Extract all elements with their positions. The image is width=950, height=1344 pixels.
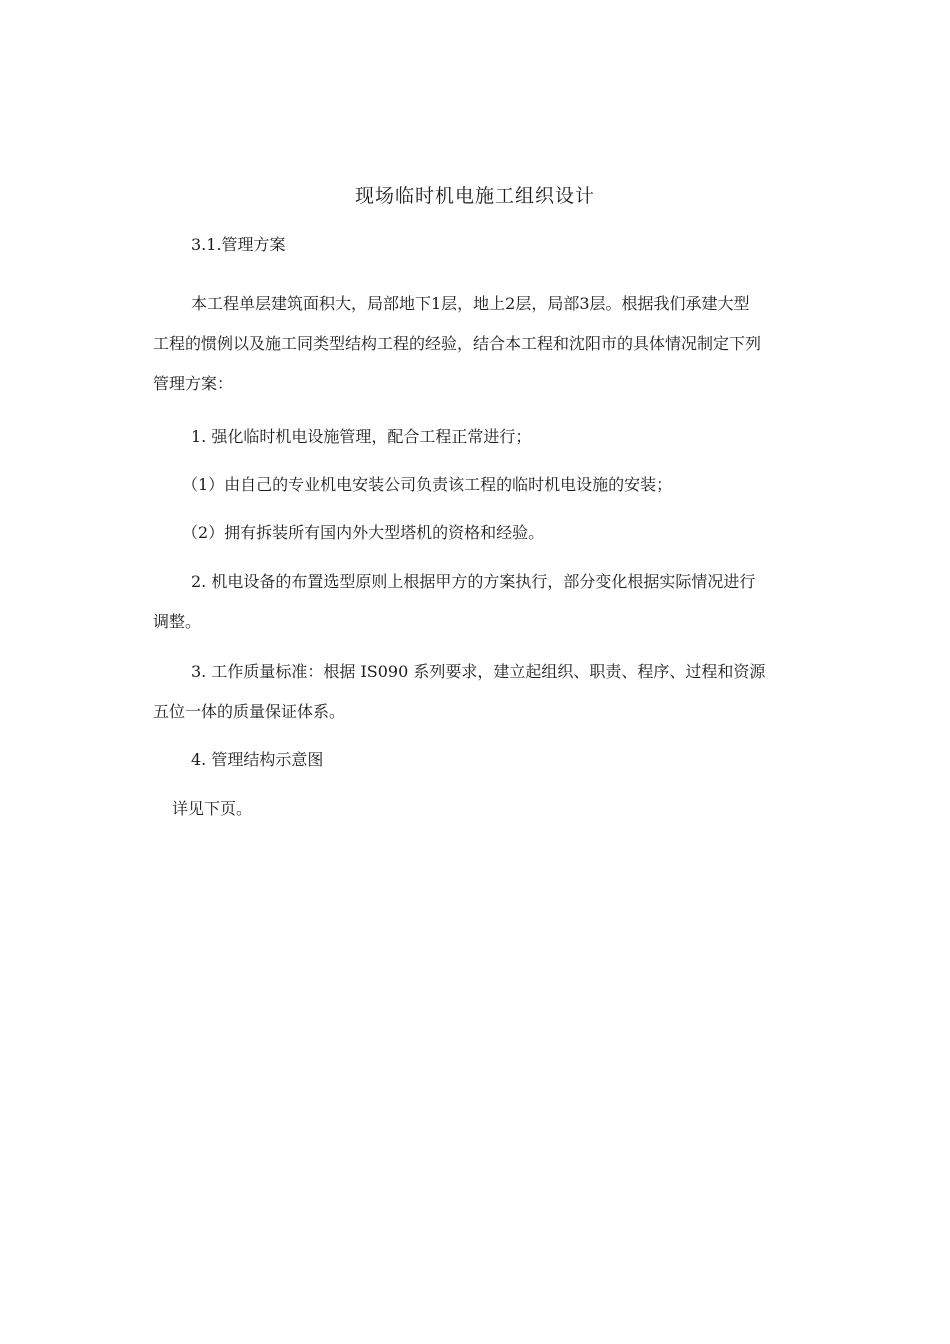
section-heading: 3.1.管理方案 — [191, 235, 286, 254]
list-item-2 — [153, 562, 845, 642]
list-item-1-sub-2: （2）拥有拆装所有国内外大型塔机的资格和经验。 — [182, 523, 545, 542]
intro-line-3: 管理方案： — [153, 374, 234, 393]
page-title: 现场临时机电施工组织设计 — [354, 185, 595, 207]
intro-line-2: 工程的惯例以及施工同类型结构工程的经验，结合本工程和沈阳市的具体情况制定下列 — [153, 334, 762, 353]
intro-paragraph — [153, 284, 845, 404]
list-item-2-line-1: 2. 机电设备的布置选型原则上根据甲方的方案执行，部分变化根据实际情况进行 — [191, 572, 756, 591]
list-item-3-line-1: 3. 工作质量标准：根据 IS090 系列要求，建立起组织、职责、程序、过程和资源 — [191, 662, 766, 681]
list-item-1-sub-1: （1）由自己的专业机电安装公司负责该工程的临时机电设施的安装； — [182, 475, 673, 494]
list-item-3 — [153, 652, 845, 732]
see-next-page: 详见下页。 — [172, 799, 253, 818]
list-item-3-line-2: 五位一体的质量保证体系。 — [153, 702, 346, 721]
intro-line-1: 本工程单层建筑面积大，局部地下1层，地上2层，局部3层。根据我们承建大型 — [191, 294, 750, 313]
list-item-4: 4. 管理结构示意图 — [191, 750, 324, 769]
list-item-2-line-2: 调整。 — [153, 612, 202, 631]
list-item-1: 1. 强化临时机电设施管理，配合工程正常进行； — [191, 427, 532, 446]
